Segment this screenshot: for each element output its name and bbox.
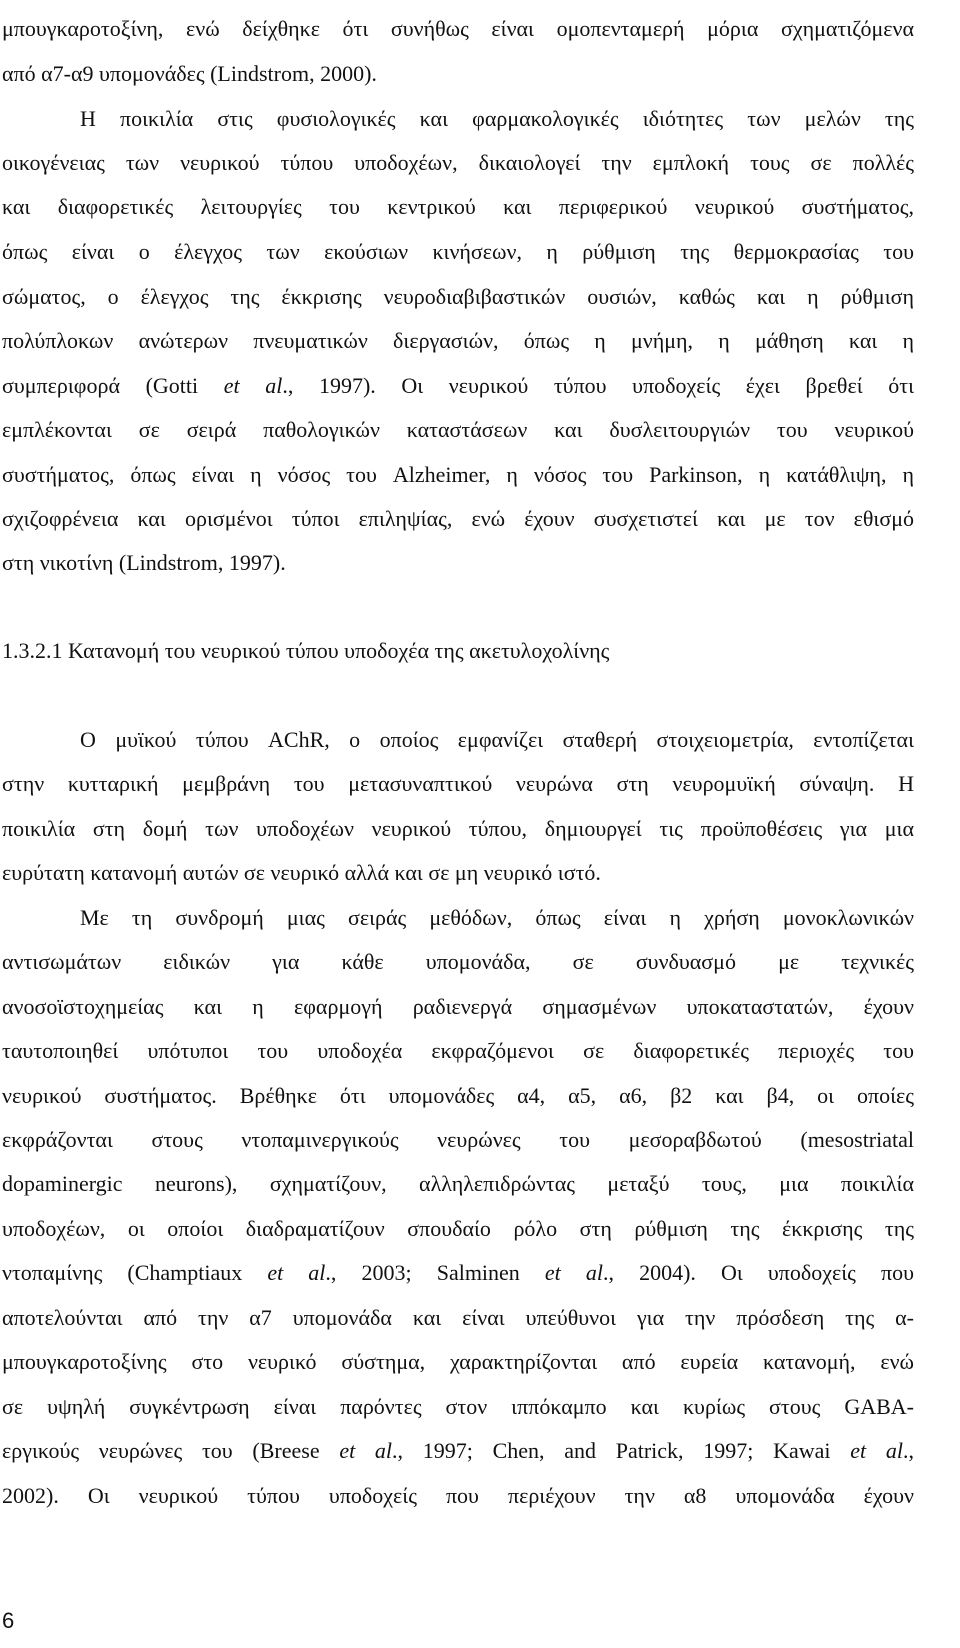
text-line: εμπλέκονται σε σειρά παθολογικών καταστάσεων και δυσλειτουργιών του νευρικού [2,417,914,442]
text-line: από α7-α9 υπομονάδες (Lindstrom, 2000). [2,61,377,86]
text-line: Με τη συνδρομή μιας σειράς μεθόδων, όπως είναι η χρήση μονοκλωνικών [80,905,914,930]
text-line: μπουγκαροτοξίνης στο νευρικό σύστημα, χαρακτηρίζονται από ευρεία κατανομή, ενώ [2,1349,914,1374]
text-line: Η ποικιλία στις φυσιολογικές και φαρμακολογικές ιδιότητες των μελών της [80,106,914,131]
text-line: σε υψηλή συγκέντρωση είναι παρόντες στον ιππόκαμπο και κυρίως στους GABA- [2,1394,914,1419]
text-line: συστήματος, όπως είναι η νόσος του Alzheimer, η νόσος του Parkinson, η κατάθλιψη, η [2,462,914,487]
text-line: Ο μυϊκού τύπου AChR, ο οποίος εμφανίζει σταθερή στοιχειομετρία, εντοπίζεται [80,727,914,752]
text-line: στην κυτταρική μεμβράνη του μετασυναπτικού νευρώνα στη νευρομυϊκή σύναψη. Η [2,771,914,796]
text-line: ευρύτατη κατανομή αυτών σε νευρικό αλλά και σε μη νευρικό ιστό. [2,860,601,885]
text-line: μπουγκαροτοξίνη, ενώ δείχθηκε ότι συνήθως είναι ομοπενταμερή μόρια σχηματιζόμενα [2,16,914,41]
text-line: 2002). Οι νευρικού τύπου υποδοχείς που περιέχουν την α8 υπομονάδα έχουν [2,1483,914,1508]
text-line: πολύπλοκων ανώτερων πνευματικών διεργασιών, όπως η μνήμη, η μάθηση και η [2,328,914,353]
text-line: νευρικού συστήματος. Βρέθηκε ότι υπομονάδες α4, α5, α6, β2 και β4, οι οποίες [2,1083,914,1108]
text-line: όπως είναι ο έλεγχος των εκούσιων κινήσεων, η ρύθμιση της θερμοκρασίας του [2,239,914,264]
text-line: ανοσοϊστοχημείας και η εφαρμογή ραδιενεργά σημασμένων υποκαταστατών, έχουν [2,994,914,1019]
section-heading: 1.3.2.1 Κατανομή του νευρικού τύπου υποδοχέα της ακετυλοχολίνης [2,638,610,663]
text-line: ποικιλία στη δομή των υποδοχέων νευρικού τύπου, δημιουργεί τις προϋποθέσεις για μια [2,816,914,841]
text-line: ντοπαμίνης (Champtiaux et al., 2003; Salminen et al., 2004). Οι υποδοχείς που [2,1260,914,1285]
text-line: εκφράζονται στους ντοπαμινεργικούς νευρώνες του μεσοραβδωτού (mesostriatal [2,1127,914,1152]
text-line: στη νικοτίνη (Lindstrom, 1997). [2,550,286,575]
text-line: συμπεριφορά (Gotti et al., 1997). Οι νευρικού τύπου υποδοχείς έχει βρεθεί ότι [2,373,914,398]
text-line: υποδοχέων, οι οποίοι διαδραματίζουν σπουδαίο ρόλο στη ρύθμιση της έκκρισης της [2,1216,914,1241]
text-line: οικογένειας των νευρικού τύπου υποδοχέων, δικαιολογεί την εμπλοκή τους σε πολλές [2,150,914,175]
text-line: εργικούς νευρώνες του (Breese et al., 1997; Chen, and Patrick, 1997; Kawai et al., [2,1438,914,1463]
text-line: dopaminergic neurons), σχηματίζουν, αλληλεπιδρώντας μεταξύ τους, μια ποικιλία [2,1171,914,1196]
text-line: ταυτοποιηθεί υπότυποι του υποδοχέα εκφραζόμενοι σε διαφορετικές περιοχές του [2,1038,914,1063]
text-line: αντισωμάτων ειδικών για κάθε υπομονάδα, σε συνδυασμό με τεχνικές [2,949,914,974]
text-line: αποτελούνται από την α7 υπομονάδα και είναι υπεύθυνοι για την πρόσδεση της α- [2,1305,914,1330]
text-line: σώματος, ο έλεγχος της έκκρισης νευροδιαβιβαστικών ουσιών, καθώς και η ρύθμιση [2,284,914,309]
text-line: σχιζοφρένεια και ορισμένοι τύποι επιληψίας, ενώ έχουν συσχετιστεί και με τον εθισμό [2,506,914,531]
text-line: και διαφορετικές λειτουργίες του κεντρικού και περιφερικού νευρικού συστήματος, [2,194,914,219]
page-number: 6 [2,1608,15,1633]
